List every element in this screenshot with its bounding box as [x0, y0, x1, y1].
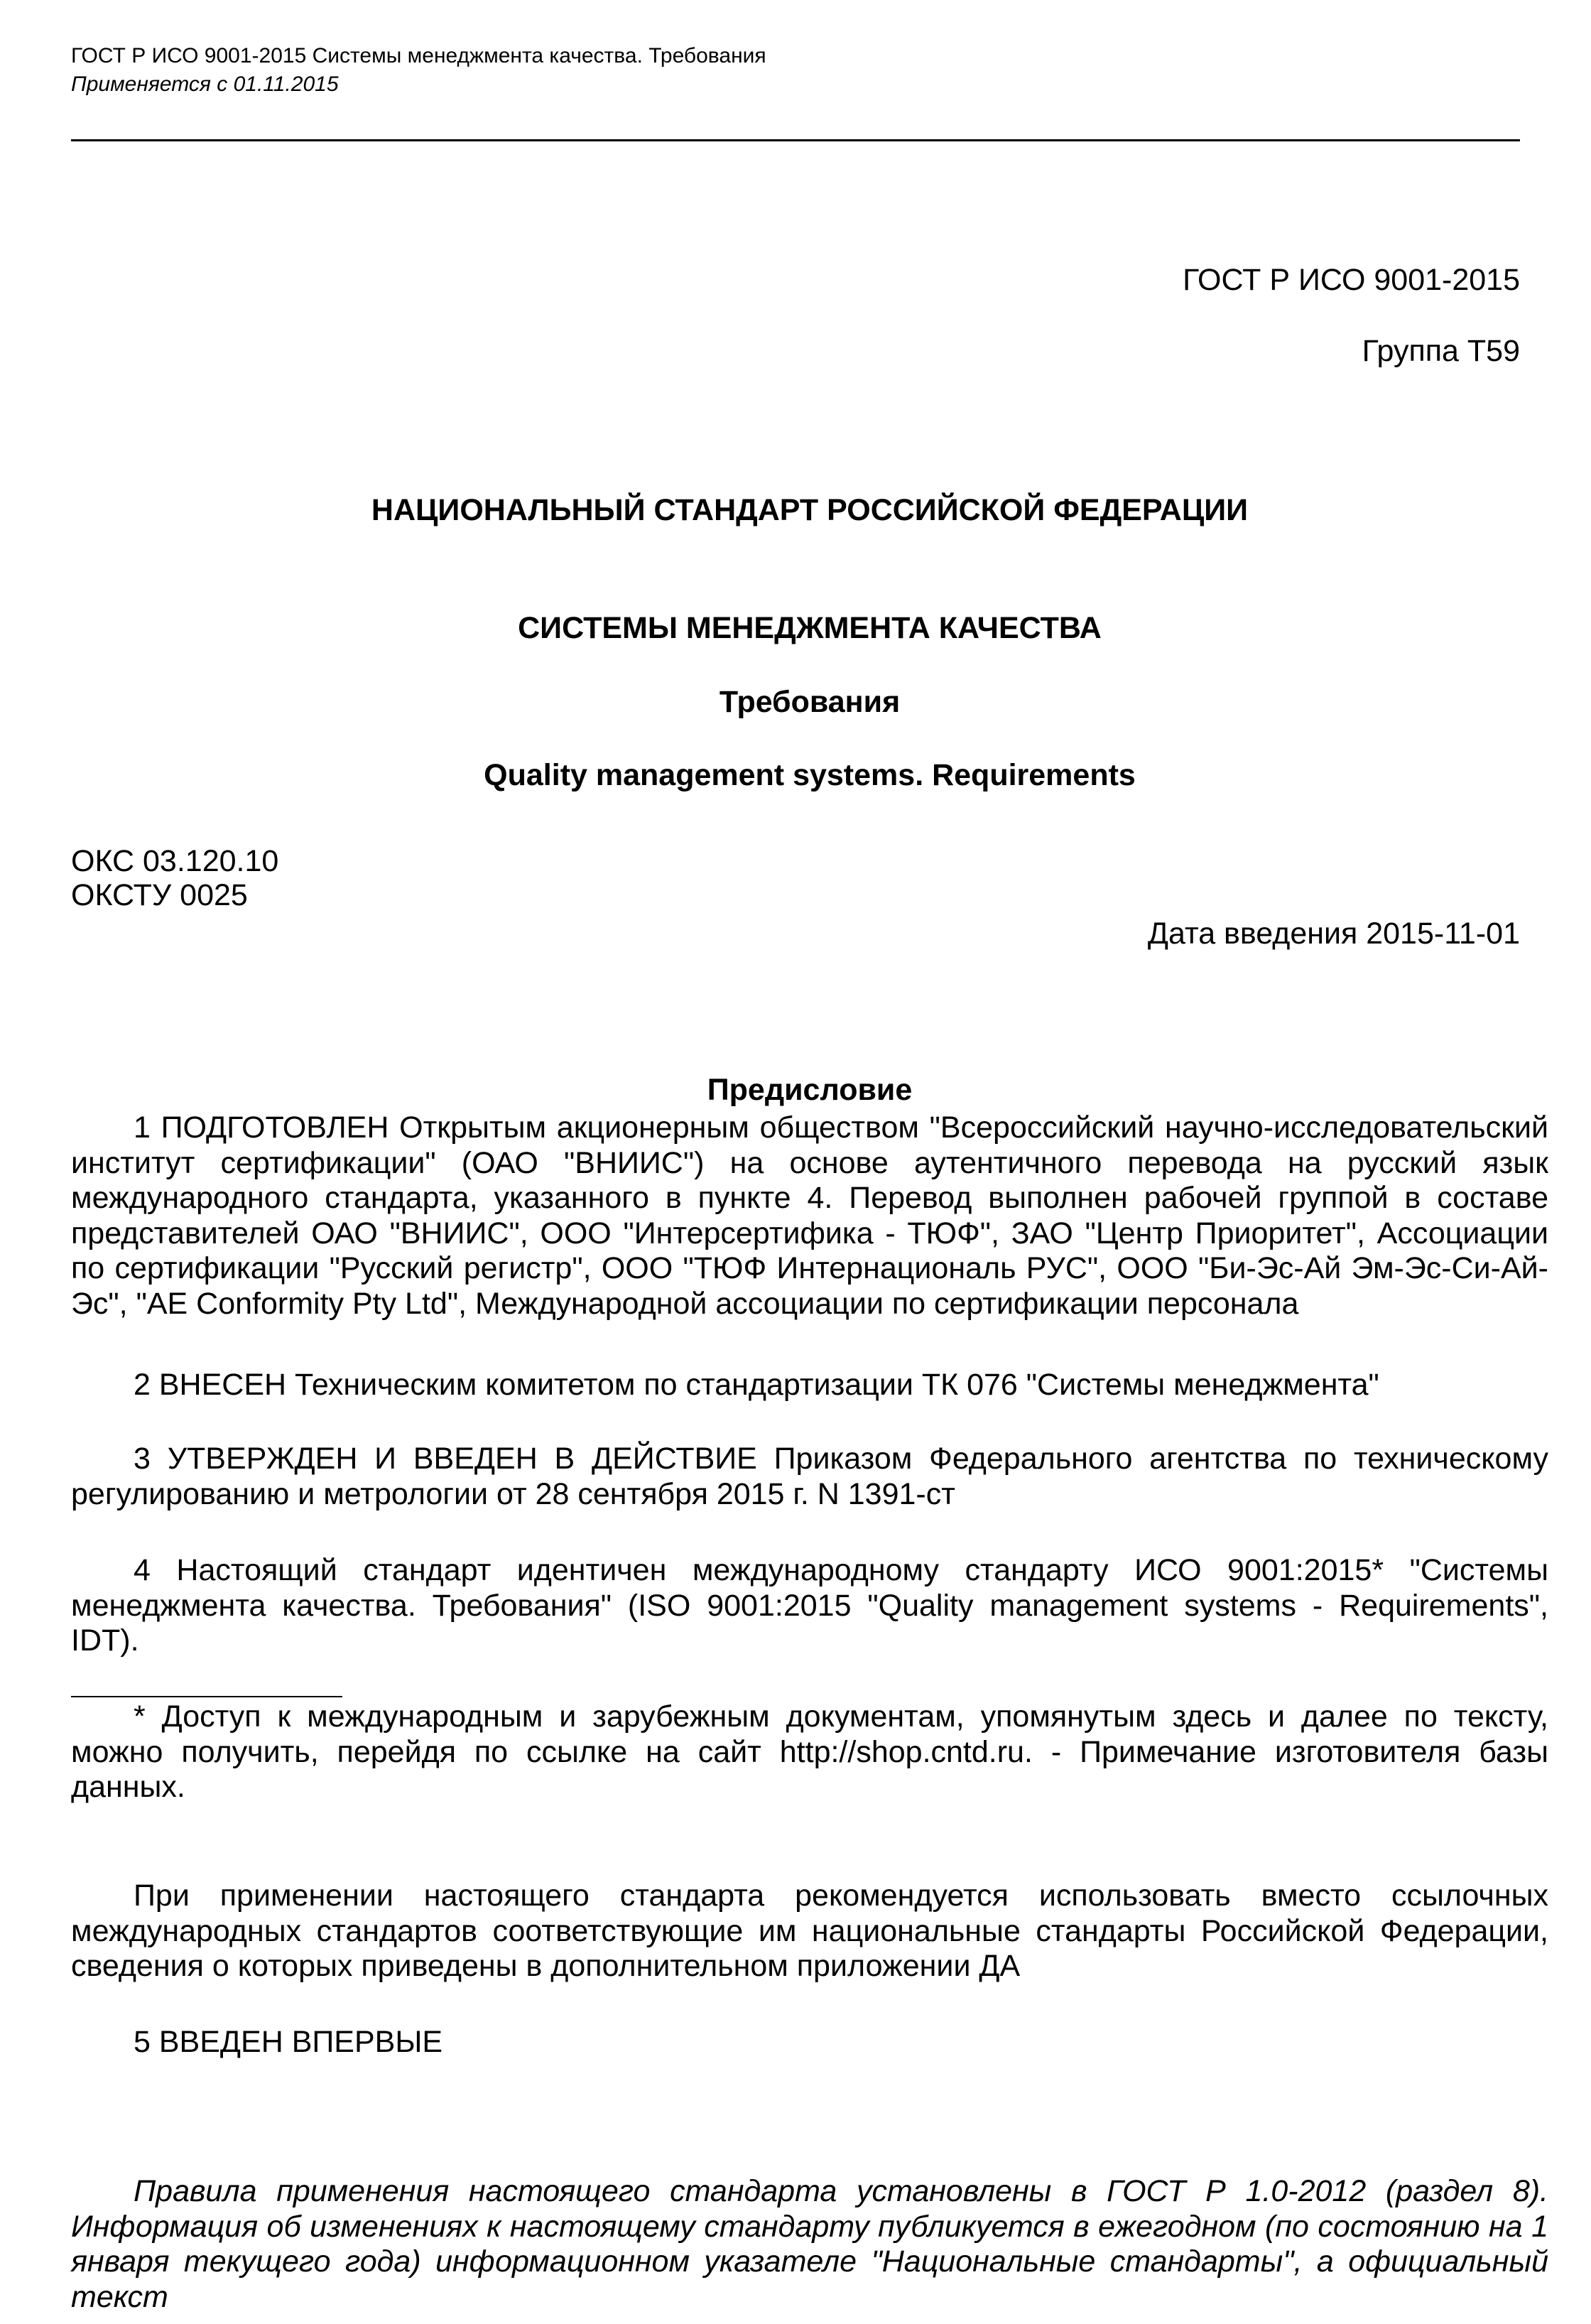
foreword-item-2: 2 ВНЕСЕН Техническим комитетом по стандартизации ТК 076 "Системы менеджмента": [134, 1368, 1379, 1402]
document-designation: ГОСТ Р ИСО 9001-2015: [1183, 263, 1520, 297]
document-group: Группа Т59: [1362, 334, 1520, 368]
foreword-heading: Предисловие: [707, 1073, 913, 1107]
running-header-title: ГОСТ Р ИСО 9001-2015 Системы менеджмента качества. Требования: [71, 44, 766, 67]
application-rules-text: Правила применения настоящего стандарта установлены в ГОСТ Р 1.0-2012 (раздел 8). Информация об изменениях к настоящему стандарту публикуется в ежегодном (по состоянию на 1 января текущего года) информационном указателе "Национальные стандарты", а официальный текст: [71, 2174, 1548, 2314]
foreword-item-3: 3 УТВЕРЖДЕН И ВВЕДЕН В ДЕЙСТВИЕ Приказом Федерального агентства по техническому регулированию и метрологии от 28 сентября 2015 г. N 1391-ст: [71, 1442, 1548, 1511]
okstu-code: ОКСТУ 0025: [71, 878, 248, 912]
oks-code: ОКС 03.120.10: [71, 844, 279, 878]
standard-title: СИСТЕМЫ МЕНЕДЖМЕНТА КАЧЕСТВА: [518, 611, 1102, 645]
foreword-item-4: 4 Настоящий стандарт идентичен международному стандарту ИСО 9001:2015* "Системы менеджмента качества. Требования" (ISO 9001:2015 "Quality management systems - Requirements", IDT).: [71, 1553, 1548, 1658]
introduction-date: Дата введения 2015-11-01: [1147, 917, 1520, 951]
application-note: При применении настоящего стандарта рекомендуется использовать вместо ссылочных международных стандартов соответствующие им национальные стандарты Российской Федерации, сведения о которых приведены в дополнительном приложении ДА: [71, 1879, 1548, 1983]
footnote-divider: [71, 1696, 342, 1697]
national-standard-heading: НАЦИОНАЛЬНЫЙ СТАНДАРТ РОССИЙСКОЙ ФЕДЕРАЦИИ: [371, 493, 1249, 527]
standard-subtitle: Требования: [719, 685, 901, 719]
foreword-item-1: 1 ПОДГОТОВЛЕН Открытым акционерным обществом "Всероссийский научно-исследовательский институт сертификации" (ОАО "ВНИИС") на основе аутентичного перевода на русский язык международного стандарта, указанного в пункте 4. Перевод выполнен рабочей группой в составе представителей ОАО "ВНИИС", ООО "Интерсертифика - ТЮФ", ЗАО "Центр Приоритет", Ассоциации по сертификации "Русский регистр", ООО "ТЮФ Интернациональ РУС", ООО "Би-Эс-Ай Эм-Эс-Си-Ай-Эс", "AE Conformity Pty Ltd", Международной ассоциации по сертификации персонала: [71, 1110, 1548, 1321]
foreword-item-5: 5 ВВЕДЕН ВПЕРВЫЕ: [134, 2025, 443, 2059]
standard-title-english: Quality management systems. Requirements: [484, 758, 1136, 792]
footnote-text: * Доступ к международным и зарубежным документам, упомянутым здесь и далее по тексту, можно получить, перейдя по ссылке на сайт http://shop.cntd.ru. - Примечание изготовителя базы данных.: [71, 1699, 1548, 1804]
header-divider: [71, 139, 1520, 141]
running-header-applies-from: Применяется с 01.11.2015: [71, 72, 339, 96]
